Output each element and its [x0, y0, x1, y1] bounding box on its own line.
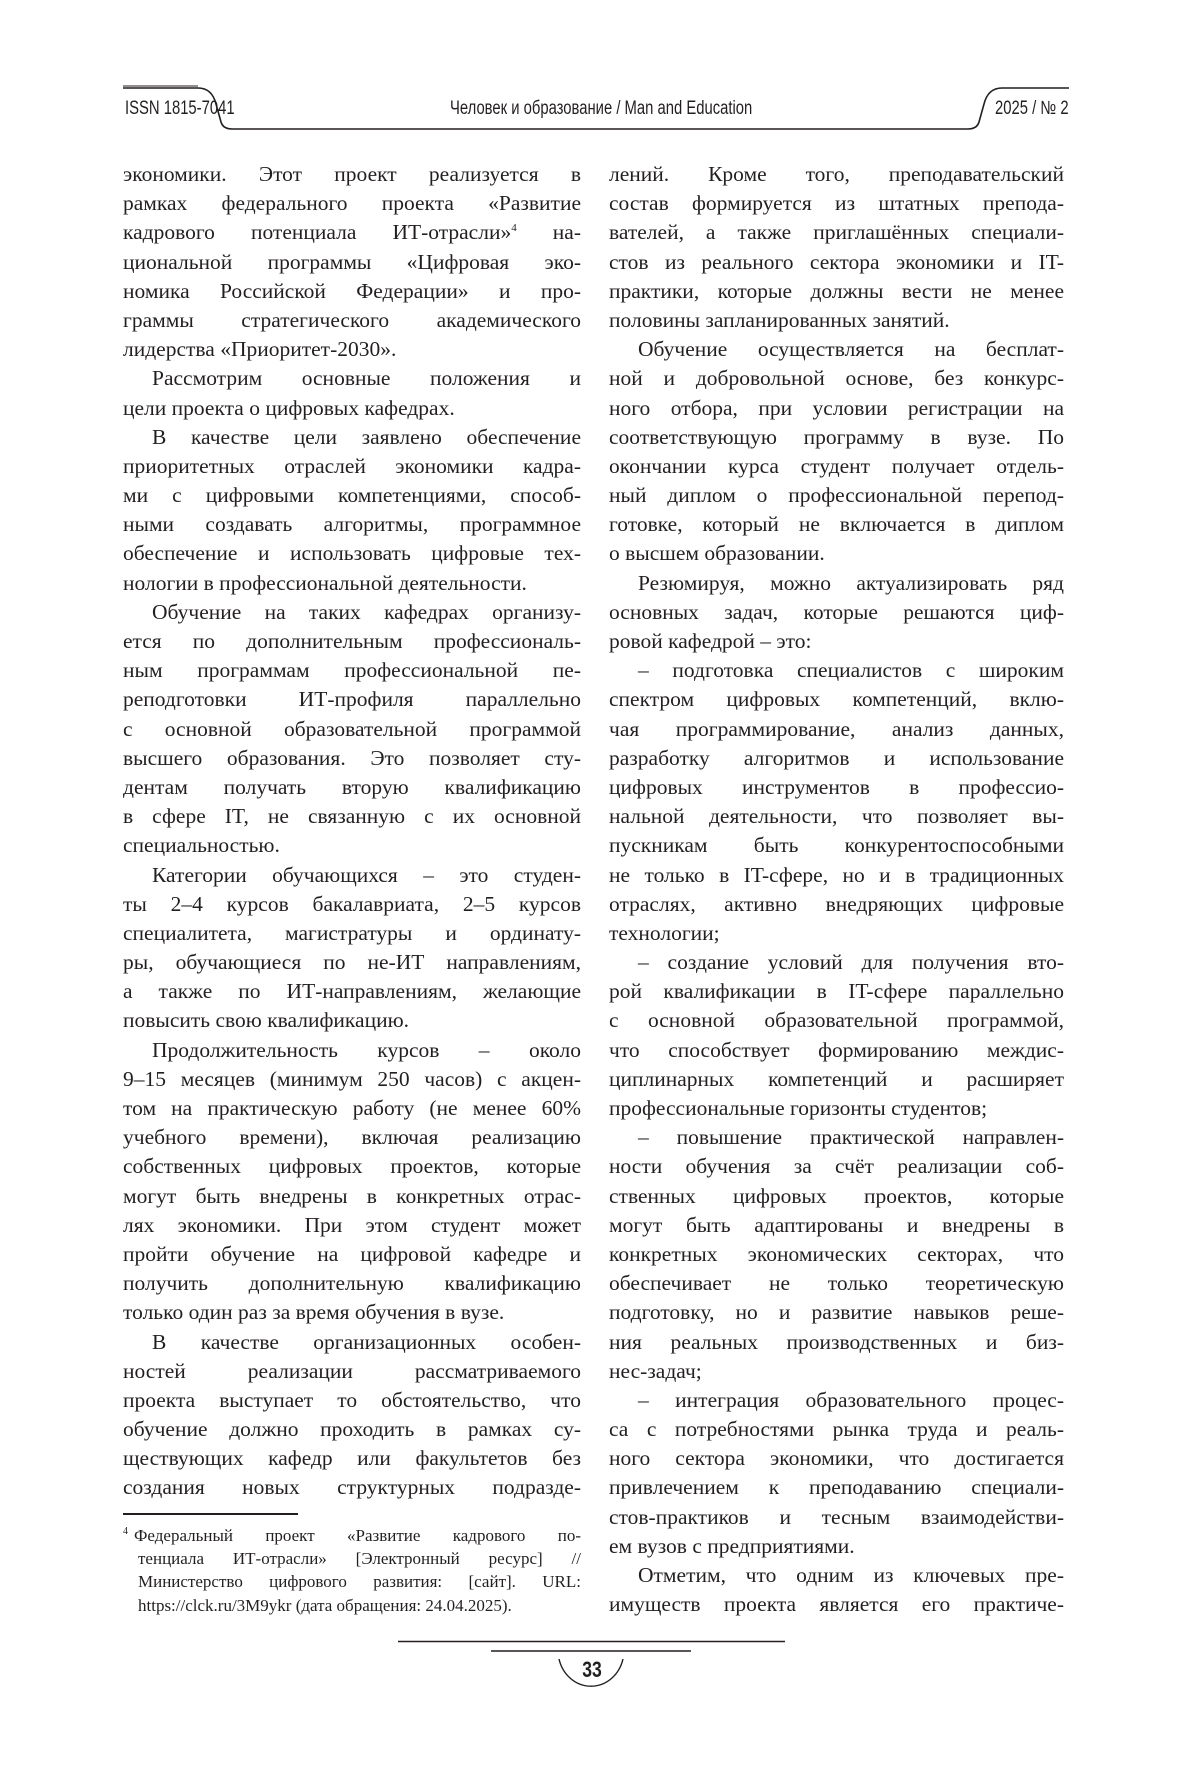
text-line: собственных цифровых проектов, которые — [123, 1152, 581, 1181]
text-line: подготовку, но и развитие навыков реше- — [609, 1298, 1064, 1327]
paragraph — [609, 569, 1064, 657]
paragraph — [609, 1386, 1064, 1561]
text-line: с основной образовательной программой, — [609, 1006, 1064, 1035]
text-line: повысить свою квалификацию. — [123, 1006, 581, 1035]
text-line: ми с цифровыми компетенциями, способ- — [123, 481, 581, 510]
text-line: – интеграция образовательного процес- — [609, 1386, 1064, 1415]
footnote-text: Министерство цифрового развития: [сайт]. URL: — [138, 1572, 581, 1591]
text-line: нальной деятельности, что позволяет вы- — [609, 802, 1064, 831]
text-line: половины запланированных занятий. — [609, 306, 1064, 335]
page-number: 33 — [574, 1657, 609, 1683]
paragraph — [123, 160, 581, 364]
issn: ISSN 1815-7041 — [125, 98, 235, 120]
text-line: ственных цифровых проектов, которые — [609, 1182, 1064, 1211]
text-line: ным программам профессиональной пе- — [123, 656, 581, 685]
text-line: – повышение практической направлен- — [609, 1123, 1064, 1152]
text-line: лях экономики. При этом студент может — [123, 1211, 581, 1240]
text-line: привлечением к преподаванию специали- — [609, 1473, 1064, 1502]
paragraph — [123, 1036, 581, 1328]
text-line: приоритетных отраслей экономики кадра- — [123, 452, 581, 481]
text-fragment: на- — [517, 220, 581, 244]
text-line: Обучение на таких кафедрах организу- — [123, 598, 581, 627]
text-line: цели проекта о цифровых кафедрах. — [123, 394, 581, 423]
paragraph — [609, 656, 1064, 948]
text-line: ты 2–4 курсов бакалавриата, 2–5 курсов — [123, 890, 581, 919]
text-line: рамках федерального проекта «Развитие — [123, 189, 581, 218]
text-line: обеспечивает не только теоретическую — [609, 1269, 1064, 1298]
text-line: получить дополнительную квалификацию — [123, 1269, 581, 1298]
text-line: а также по ИТ-направлениям, желающие — [123, 977, 581, 1006]
text-line: ем вузов с предприятиями. — [609, 1532, 1064, 1561]
text-line: только один раз за время обучения в вузе. — [123, 1298, 581, 1327]
text-line: ностей реализации рассматриваемого — [123, 1357, 581, 1386]
text-line: с основной образовательной программой — [123, 715, 581, 744]
text-line: проекта выступает то обстоятельство, что — [123, 1386, 581, 1415]
text-line: рой квалификации в IT-сфере параллельно — [609, 977, 1064, 1006]
paragraph — [123, 423, 581, 598]
text-line: ществующих кафедр или факультетов без — [123, 1444, 581, 1473]
footnote-text: https://clck.ru/3M9ykr (дата обращения: 24.04.2025). — [138, 1596, 512, 1615]
paragraph — [609, 1123, 1064, 1386]
footnote-reference: 4 — [511, 222, 517, 234]
text-line: стов из реального сектора экономики и IT- — [609, 248, 1064, 277]
text-line: практики, которые должны вести не менее — [609, 277, 1064, 306]
text-line: создания новых структурных подразде- — [123, 1473, 581, 1502]
text-line: ной и добровольной основе, без конкурс- — [609, 364, 1064, 393]
text-line: циональной программы «Цифровая эко- — [123, 248, 581, 277]
text-line: имуществ проекта является его практиче- — [609, 1590, 1064, 1619]
footnote-line — [123, 1594, 581, 1617]
text-line: разработку алгоритмов и использование — [609, 744, 1064, 773]
text-line: ности обучения за счёт реализации соб- — [609, 1152, 1064, 1181]
text-line: Продолжительность курсов – около — [123, 1036, 581, 1065]
text-line: Рассмотрим основные положения и — [123, 364, 581, 393]
paragraph — [609, 1561, 1064, 1619]
text-line: технологии; — [609, 919, 1064, 948]
text-line: циплинарных компетенций и расширяет — [609, 1065, 1064, 1094]
paragraph — [123, 1328, 581, 1503]
text-line: Отметим, что одним из ключевых пре- — [609, 1561, 1064, 1590]
text-line: соответствующую программу в вузе. По — [609, 423, 1064, 452]
footnote-line — [123, 1570, 581, 1593]
footnote-text: Федеральный проект «Развитие кадрового по- — [134, 1526, 581, 1545]
text-line: ровой кафедрой – это: — [609, 627, 1064, 656]
text-fragment: кадрового потенциала ИТ-отрасли» — [123, 220, 511, 244]
text-line: что способствует формированию междис- — [609, 1036, 1064, 1065]
text-line: ния реальных производственных и биз- — [609, 1328, 1064, 1357]
text-line: чая программирование, анализ данных, — [609, 715, 1064, 744]
text-line: конкретных экономических секторах, что — [609, 1240, 1064, 1269]
text-line: том на практическую работу (не менее 60% — [123, 1094, 581, 1123]
text-line: вателей, а также приглашённых специали- — [609, 218, 1064, 247]
paragraph — [609, 335, 1064, 569]
text-line: о высшем образовании. — [609, 539, 1064, 568]
text-line: обучение должно проходить в рамках су- — [123, 1415, 581, 1444]
text-line: граммы стратегического академического — [123, 306, 581, 335]
right-column — [609, 160, 1064, 1619]
paragraph — [609, 948, 1064, 1123]
text-line: – подготовка специалистов с широким — [609, 656, 1064, 685]
footnote-line — [123, 1524, 581, 1547]
text-line: ры, обучающиеся по не-ИТ направлениям, — [123, 948, 581, 977]
text-line: 9–15 месяцев (минимум 250 часов) с акцен- — [123, 1065, 581, 1094]
text-line: не только в IT-сфере, но и в традиционных — [609, 861, 1064, 890]
text-line: лений. Кроме того, преподавательский — [609, 160, 1064, 189]
text-line: основных задач, которые решаются циф- — [609, 598, 1064, 627]
paragraph — [609, 160, 1064, 335]
text-line: са с потребностями рынка труда и реаль- — [609, 1415, 1064, 1444]
text-line: ется по дополнительным профессиональ- — [123, 627, 581, 656]
text-line: ного сектора экономики, что достигается — [609, 1444, 1064, 1473]
text-line: лидерства «Приоритет-2030». — [123, 335, 581, 364]
text-line: цифровых инструментов в профессио- — [609, 773, 1064, 802]
text-line: ного отбора, при условии регистрации на — [609, 394, 1064, 423]
text-line: состав формируется из штатных препода- — [609, 189, 1064, 218]
text-line: спектром цифровых компетенций, вклю- — [609, 685, 1064, 714]
text-line: пускникам быть конкурентоспособными — [609, 831, 1064, 860]
text-line: Резюмируя, можно актуализировать ряд — [609, 569, 1064, 598]
left-column — [123, 160, 581, 1503]
text-line: нологии в профессиональной деятельности. — [123, 569, 581, 598]
text-line: В качестве организационных особен- — [123, 1328, 581, 1357]
text-line: Обучение осуществляется на бесплат- — [609, 335, 1064, 364]
text-line: стов-практиков и тесным взаимодействи- — [609, 1503, 1064, 1532]
text-line: ными создавать алгоритмы, программное — [123, 510, 581, 539]
text-line: В качестве цели заявлено обеспечение — [123, 423, 581, 452]
text-line: нес-задач; — [609, 1357, 1064, 1386]
footnote-text: тенциала ИТ-отрасли» [Электронный ресурс] // — [138, 1549, 581, 1568]
text-line: в сфере IT, не связанную с их основной — [123, 802, 581, 831]
text-line: Категории обучающихся – это студен- — [123, 861, 581, 890]
text-line: специальностью. — [123, 831, 581, 860]
journal-title: Человек и образование / Man and Education — [450, 98, 752, 120]
text-line: окончании курса студент получает отдель- — [609, 452, 1064, 481]
text-line: ный диплом о профессиональной перепод- — [609, 481, 1064, 510]
text-line: реподготовки ИТ-профиля параллельно — [123, 685, 581, 714]
text-line: могут быть внедрены в конкретных отрас- — [123, 1182, 581, 1211]
footnote — [123, 1524, 581, 1617]
text-line: дентам получать вторую квалификацию — [123, 773, 581, 802]
footnote-separator — [123, 1513, 298, 1515]
text-line: учебного времени), включая реализацию — [123, 1123, 581, 1152]
text-line: – создание условий для получения вто- — [609, 948, 1064, 977]
footnote-line — [123, 1547, 581, 1570]
paragraph — [123, 364, 581, 422]
text-line: номика Российской Федерации» и про- — [123, 277, 581, 306]
text-line: пройти обучение на цифровой кафедре и — [123, 1240, 581, 1269]
text-line: профессиональные горизонты студентов; — [609, 1094, 1064, 1123]
text-line: могут быть адаптированы и внедрены в — [609, 1211, 1064, 1240]
footnote-marker: 4 — [123, 1526, 128, 1537]
paragraph — [123, 598, 581, 861]
text-line: готовке, который не включается в диплом — [609, 510, 1064, 539]
text-line: специалитета, магистратуры и ординату- — [123, 919, 581, 948]
paragraph — [123, 861, 581, 1036]
text-line: обеспечение и использовать цифровые тех- — [123, 539, 581, 568]
issue-number: 2025 / № 2 — [995, 98, 1069, 120]
text-line — [123, 218, 581, 247]
text-line: высшего образования. Это позволяет сту- — [123, 744, 581, 773]
text-line: отраслях, активно внедряющих цифровые — [609, 890, 1064, 919]
text-line: экономики. Этот проект реализуется в — [123, 160, 581, 189]
